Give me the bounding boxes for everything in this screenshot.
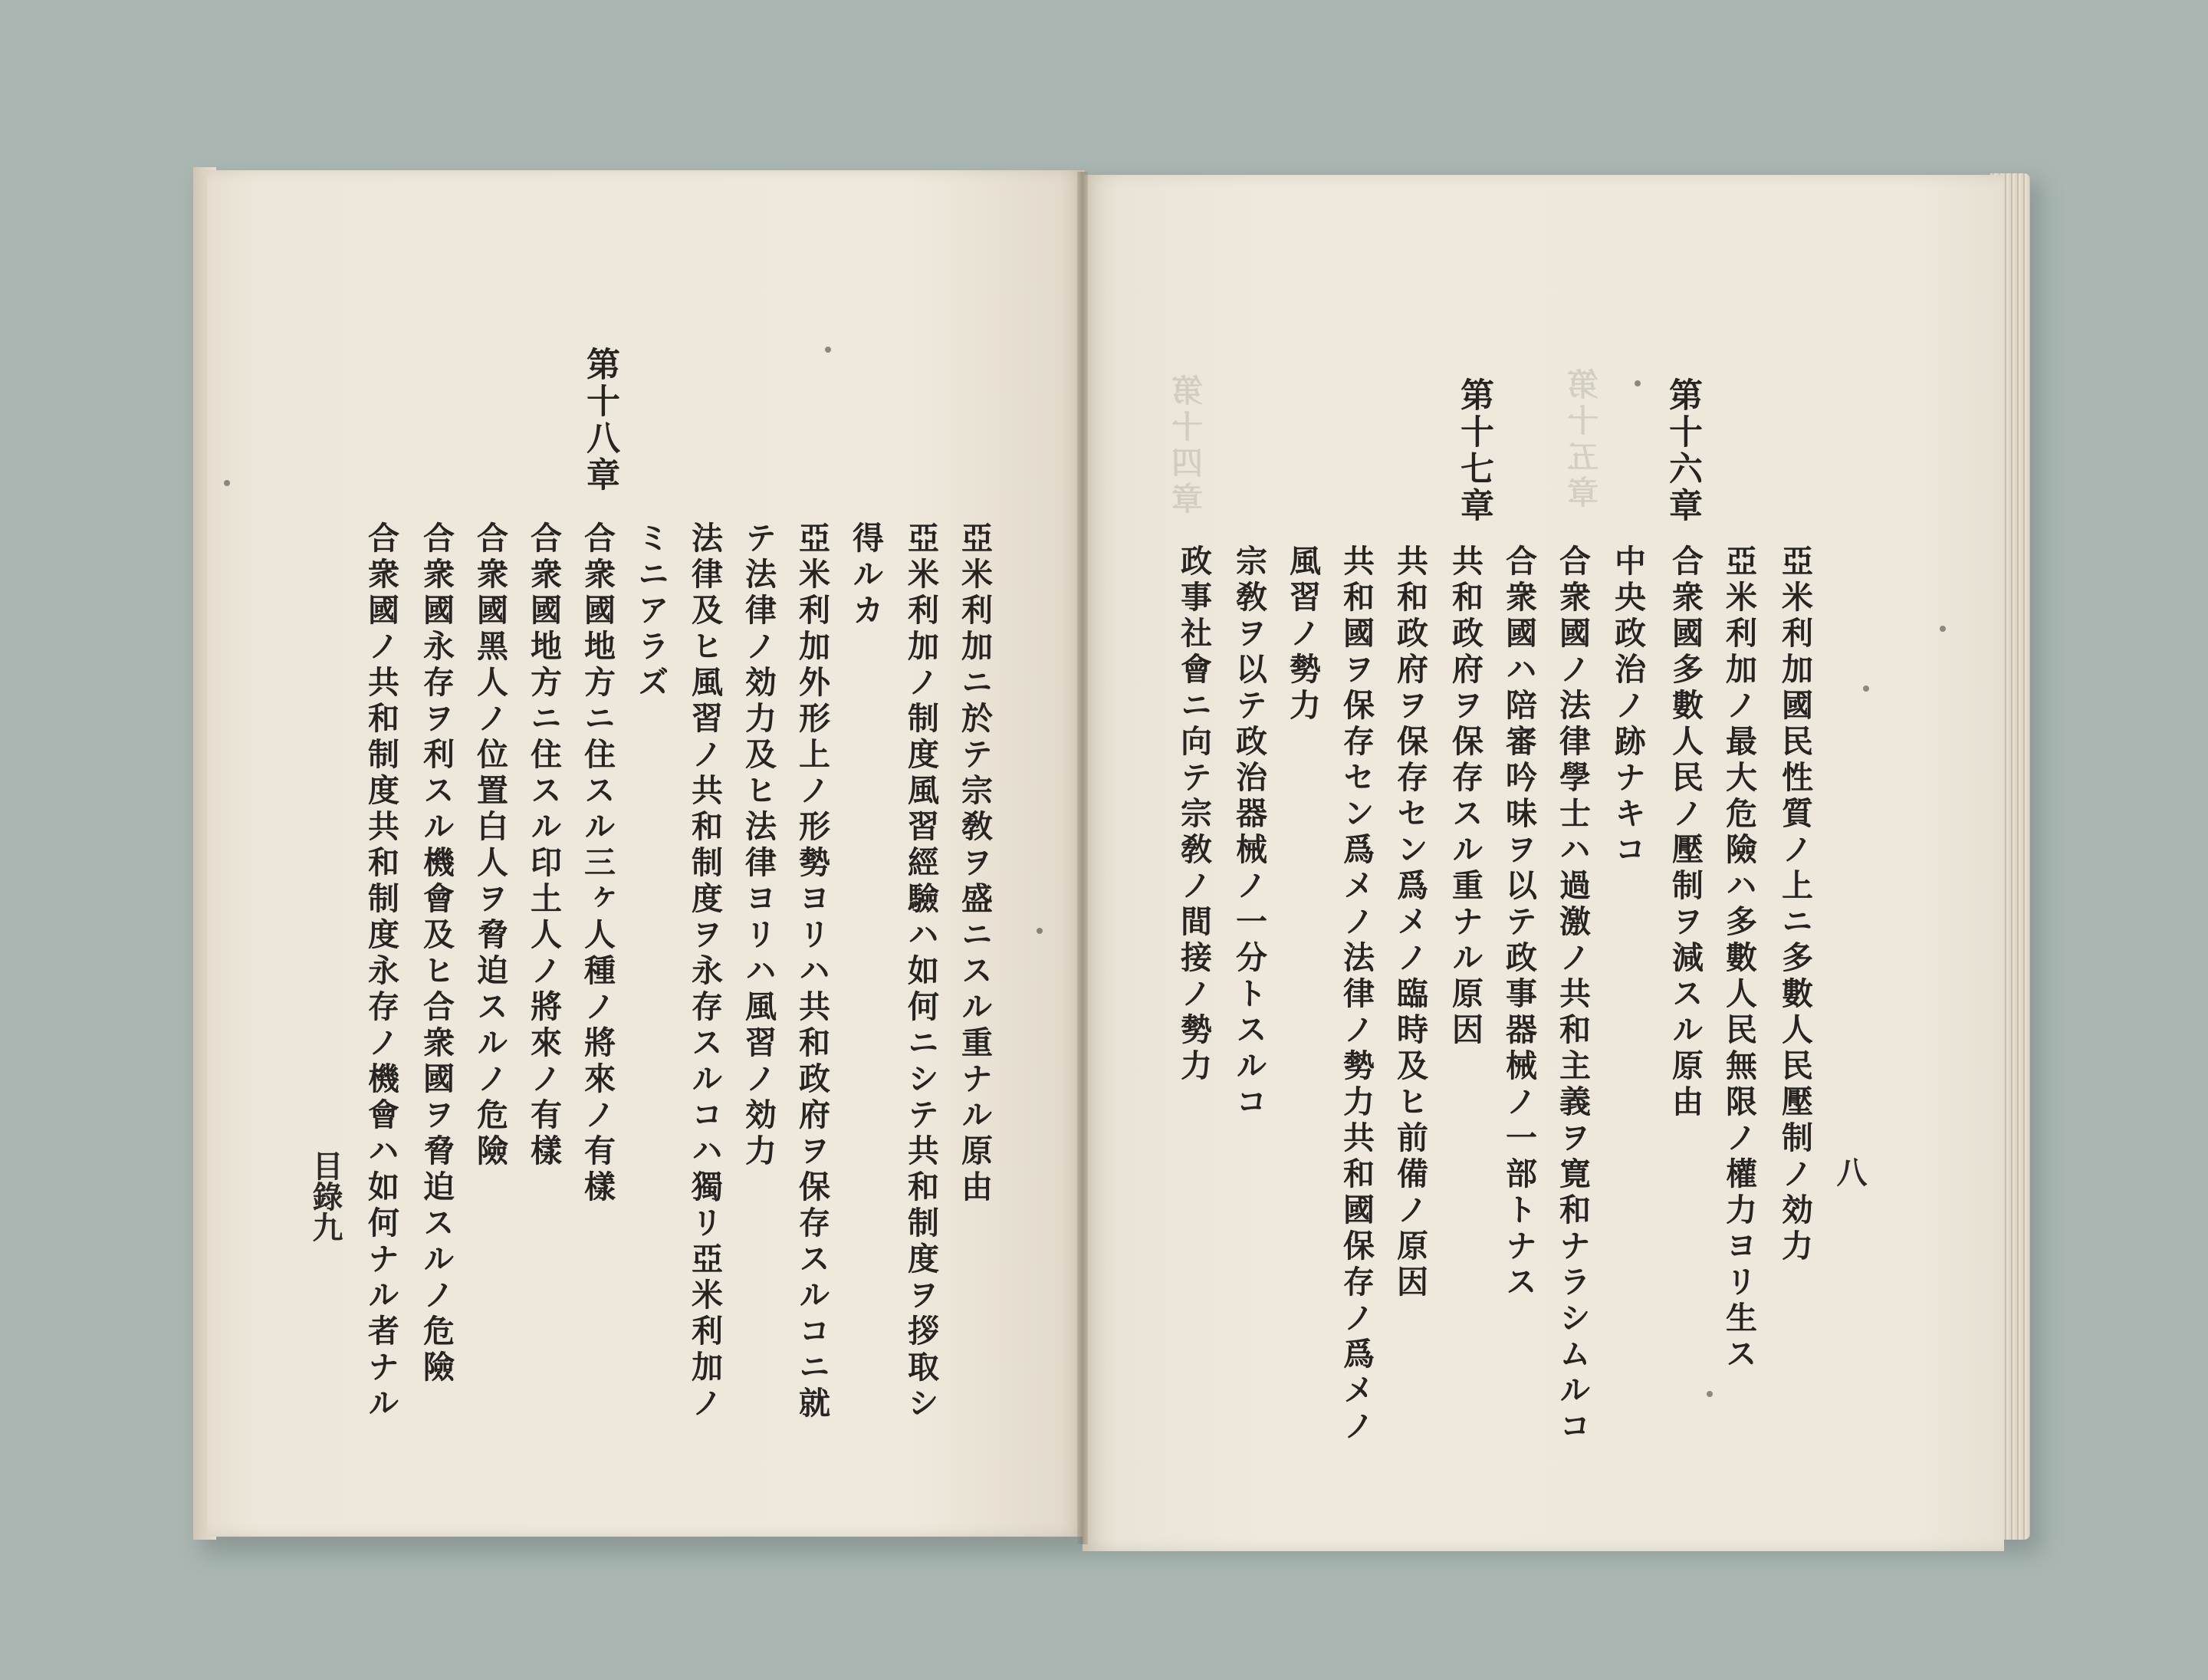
- toc-line: 亞米利加國民性質ノ上ニ多數人民壓制ノ効力: [1776, 544, 1813, 1265]
- paper-speck: [825, 347, 831, 353]
- bleed-through-text: 第十四章: [1171, 374, 1208, 518]
- toc-line: 合衆國地方ニ住スル印土人ノ將來ノ有樣: [525, 521, 562, 1170]
- toc-line: 亞米利加ニ於テ宗敎ヲ盛ニスル重ナル原由: [956, 521, 993, 1206]
- toc-line: 合衆國ノ共和制度共和制度永存ノ機會ハ如何ナル者ナル: [363, 521, 399, 1422]
- toc-line: 合衆國永存ヲ利スル機會及ヒ合衆國ヲ脅迫スルノ危險: [418, 521, 455, 1386]
- paper-speck: [1635, 380, 1641, 386]
- left-page: [207, 170, 1085, 1537]
- toc-line: 合衆國ノ法律學士ハ過激ノ共和主義ヲ寛和ナラシムルコ: [1554, 544, 1591, 1445]
- paper-speck: [1940, 626, 1946, 632]
- toc-line: 合衆國ハ陪審吟味ヲ以テ政事器械ノ一部トナス: [1500, 544, 1537, 1301]
- toc-line: 合衆國地方ニ住スル三ヶ人種ノ將來ノ有樣: [579, 521, 616, 1206]
- toc-line: 亞米利加ノ制度風習經驗ハ如何ニシテ共和制度ヲ拶取シ: [902, 521, 939, 1422]
- toc-line: 亞米利加ノ最大危險ハ多數人民無限ノ權力ヨリ生ス: [1720, 544, 1757, 1373]
- toc-line: 合衆國黑人ノ位置白人ヲ脅迫スルノ危險: [472, 521, 508, 1170]
- right-page: [1083, 175, 2004, 1551]
- toc-line: テ法律ノ効力及ヒ法律ヨリハ風習ノ効力: [740, 521, 777, 1170]
- chapter-heading-18: 第十八章: [580, 347, 619, 494]
- toc-line: 共和政府ヲ保存スル重ナル原因: [1447, 544, 1484, 1049]
- page-number-left: 目錄九: [307, 1150, 343, 1242]
- book-gutter: [1077, 172, 1088, 1544]
- toc-line: 亞米利加外形上ノ形勢ヨリハ共和政府ヲ保存スルコニ就: [794, 521, 830, 1422]
- paper-speck: [1863, 685, 1869, 692]
- toc-line: 宗敎ヲ以テ政治器械ノ一分トスルコ: [1230, 544, 1267, 1121]
- chapter-heading-17: 第十七章: [1454, 377, 1493, 524]
- toc-line: 共和國ヲ保存セン爲メノ法律ノ勢力共和國保存ノ爲メノ: [1338, 544, 1375, 1445]
- toc-line: 政事社會ニ向テ宗敎ノ間接ノ勢力: [1175, 544, 1212, 1085]
- toc-line: 風習ノ勢力: [1284, 544, 1321, 725]
- chapter-heading-16: 第十六章: [1663, 377, 1702, 524]
- toc-line: ミニアラズ: [632, 521, 669, 702]
- toc-line: 中央政治ノ跡ナキコ: [1609, 544, 1646, 869]
- bleed-through-text: 第十五章: [1567, 368, 1604, 512]
- paper-speck: [1037, 928, 1043, 934]
- toc-line: 合衆國多數人民ノ壓制ヲ減スル原由: [1667, 544, 1704, 1121]
- paper-speck: [1707, 1391, 1713, 1397]
- toc-line: 法律及ヒ風習ノ共和制度ヲ永存スルコハ獨リ亞米利加ノ: [686, 521, 723, 1422]
- paper-speck: [224, 480, 230, 486]
- page-number-right: 八: [1832, 1156, 1868, 1187]
- toc-line: 得ルカ: [847, 521, 884, 630]
- toc-line: 共和政府ヲ保存セン爲メノ臨時及ヒ前備ノ原因: [1392, 544, 1428, 1301]
